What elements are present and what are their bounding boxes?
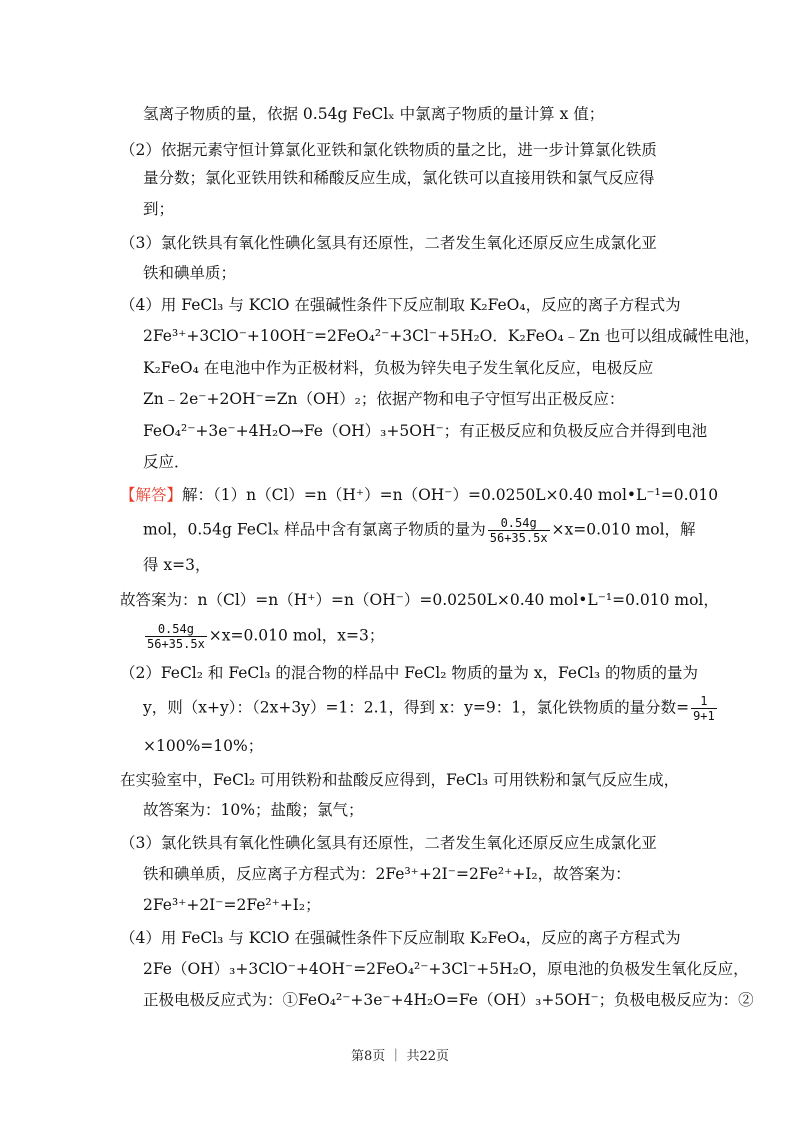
text-line-with-fraction [143, 694, 719, 723]
text-line: （4）用 FeCl₃ 与 KClO 在强碱性条件下反应制取 K₂FeO₄，反应的离子方程式为 [120, 296, 681, 314]
text-line: 铁和碘单质，反应离子方程式为：2Fe³⁺+2I⁻=2Fe²⁺+I₂，故答案为： [143, 865, 631, 883]
fraction-numerator: 1 [691, 694, 717, 709]
text-segment: ×x=0.010 mol，x=3； [208, 626, 385, 645]
text-line: （4）用 FeCl₃ 与 KClO 在强碱性条件下反应制取 K₂FeO₄，反应的离子方程式为 [120, 929, 681, 947]
answer-tag: 【解答】 [120, 486, 183, 504]
text-line: Zn﹣2e⁻+2OH⁻=Zn（OH）₂；依据产物和电子守恒写出正极反应： [143, 390, 625, 408]
fraction [691, 694, 717, 723]
answer-line [120, 485, 718, 505]
fraction-denominator: 9+1 [693, 709, 715, 723]
text-line: 铁和碘单质； [143, 264, 237, 282]
text-line: （2）依据元素守恒计算氯化亚铁和氯化铁物质的量之比，进一步计算氯化铁质 [120, 141, 657, 159]
text-line: 氢离子物质的量，依据 0.54g FeClₓ 中氯离子物质的量计算 x 值； [143, 105, 605, 123]
text-line-with-fraction [143, 516, 696, 545]
text-line: ×100%=10%； [143, 737, 264, 755]
text-line: 得 x=3， [143, 556, 211, 574]
text-line: 正极电极反应式为：①FeO₄²⁻+3e⁻+4H₂O=Fe（OH）₃+5OH⁻；负极电极反应为：② [143, 991, 754, 1009]
text-line: （3）氯化铁具有氧化性碘化氢具有还原性，二者发生氧化还原反应生成氯化亚 [120, 234, 657, 252]
text-segment: y，则（x+y）：（2x+3y）=1：2.1，得到 x：y=9：1，氯化铁物质的量分数= [143, 698, 690, 717]
text-line: 在实验室中，FeCl₂ 可用铁粉和盐酸反应得到，FeCl₃ 可用铁粉和氯气反应生成， [120, 771, 680, 789]
text-line: 2Fe（OH）₃+3ClO⁻+4OH⁻=2FeO₄²⁻+3Cl⁻+5H₂O，原电池的负极发生氧化反应， [143, 960, 749, 978]
text-line: 2Fe³⁺+3ClO⁻+10OH⁻=2FeO₄²⁻+3Cl⁻+5H₂O．K₂FeO₄﹣Zn 也可以组成碱性电池， [143, 327, 760, 345]
text-line: （3）氯化铁具有氧化性碘化氢具有还原性，二者发生氧化还原反应生成氯化亚 [120, 834, 657, 852]
text-line: FeO₄²⁻+3e⁻+4H₂O→Fe（OH）₃+5OH⁻；有正极反应和负极反应合并得到电池 [143, 422, 708, 440]
text-segment: mol，0.54g FeClₓ 样品中含有氯离子物质的量为 [143, 520, 486, 539]
text-line: 到； [143, 200, 175, 218]
text-line: （2）FeCl₂ 和 FeCl₃ 的混合物的样品中 FeCl₂ 物质的量为 x，FeCl₃ 的物质的量为 [120, 664, 699, 682]
text-line: 2Fe³⁺+2I⁻=2Fe²⁺+I₂； [143, 896, 321, 914]
fraction [145, 622, 207, 651]
text-line: 故答案为：10%；盐酸；氯气； [143, 801, 364, 819]
text-line: 故答案为：n（Cl）=n（H⁺）=n（OH⁻）=0.0250L×0.40 mol•L⁻¹=0.010 mol， [120, 591, 719, 609]
answer-text: 解：（1）n（Cl）=n（H⁺）=n（OH⁻）=0.0250L×0.40 mol•L⁻¹=0.010 [182, 486, 719, 504]
fraction [488, 516, 550, 545]
text-line: 反应． [143, 453, 190, 471]
fraction-denominator: 56+35.5x [147, 637, 205, 651]
text-segment: ×x=0.010 mol，解 [551, 520, 696, 539]
text-line: 量分数；氯化亚铁用铁和稀酸反应生成，氯化铁可以直接用铁和氯气反应得 [143, 169, 655, 187]
text-line: K₂FeO₄ 在电池中作为正极材料，负极为锌失电子发生氧化反应，电极反应 [143, 359, 654, 377]
fraction-numerator: 0.54g [145, 622, 207, 637]
fraction-denominator: 56+35.5x [489, 531, 548, 545]
page-footer: 第8页 ｜ 共22页 [350, 1049, 450, 1064]
fraction-numerator: 0.54g [488, 516, 550, 531]
text-line-with-fraction [143, 622, 384, 651]
